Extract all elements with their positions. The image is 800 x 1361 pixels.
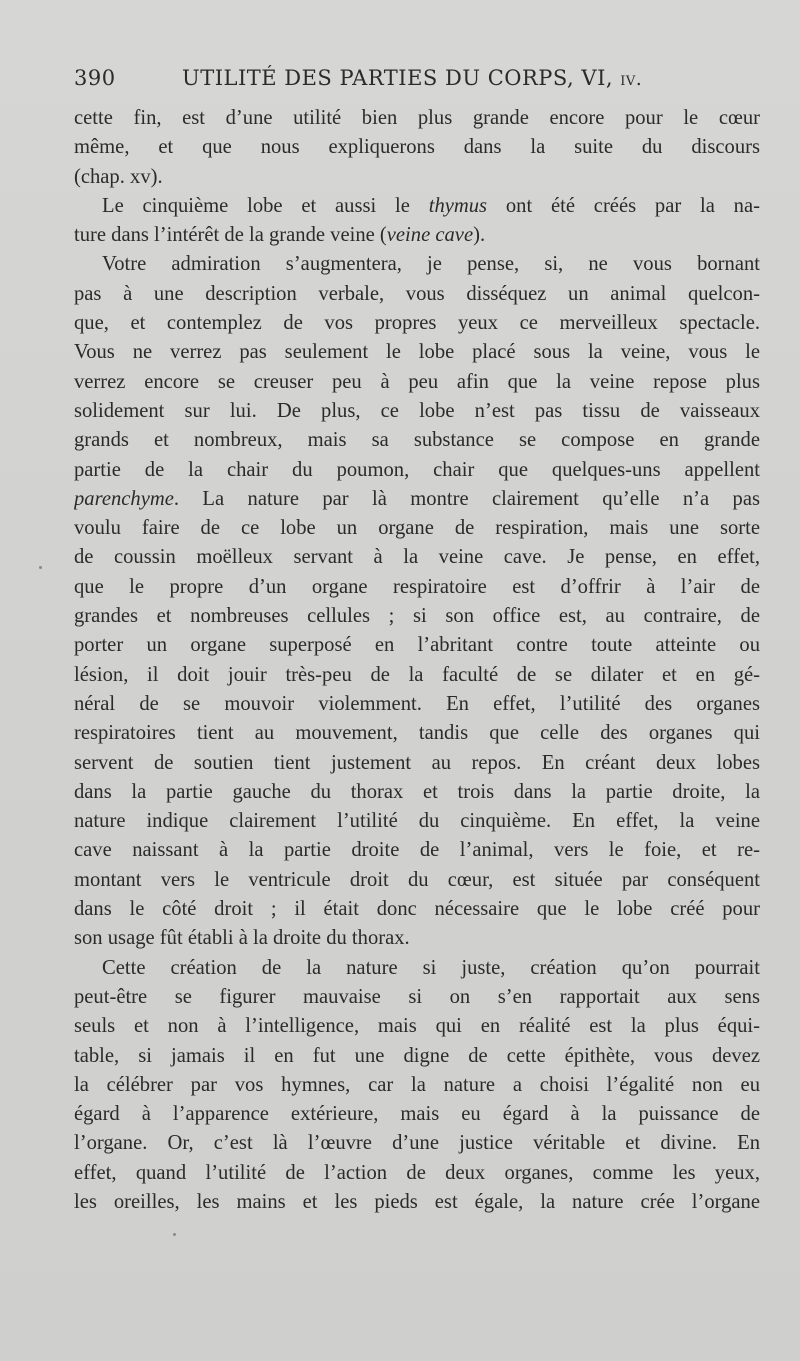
text-line: l’organe. Or, c’est là l’œuvre d’une justice véritable et divine. En [74, 1132, 760, 1155]
text-line: que le propre d’un organe respiratoire est d’offrir à l’air de [74, 575, 760, 598]
text-line: que, et contemplez de vos propres yeux ce merveilleux spectacle. [74, 312, 760, 335]
text-line: verrez encore se creuser peu à peu afin que la veine repose plus [74, 370, 760, 393]
text-line: la célébrer par vos hymnes, car la nature a choisi l’égalité non eu [74, 1073, 760, 1096]
text-line: montant vers le ventricule droit du cœur, est située par conséquent [74, 868, 760, 891]
text-line: voulu faire de ce lobe un organe de respiration, mais une sorte [74, 517, 760, 540]
text-line: table, si jamais il en fut une digne de cette épithète, vous devez [74, 1044, 760, 1067]
page-number: 390 [74, 66, 116, 90]
text-line: ture dans l’intérêt de la grande veine (veine cave). [74, 224, 486, 247]
text-line: parenchyme. La nature par là montre clairement qu’elle n’a pas [74, 487, 760, 510]
text-line: de coussin moëlleux servant à la veine cave. Je pense, en effet, [74, 546, 760, 569]
chapter-number: iv. [620, 68, 643, 90]
text-line: seuls et non à l’intelligence, mais qui en réalité est la plus équi- [74, 1015, 760, 1038]
text-line: Vous ne verrez pas seulement le lobe placé sous la veine, vous le [74, 341, 760, 364]
text-line: néral de se mouvoir violemment. En effet, l’utilité des organes [74, 692, 760, 715]
paragraph [74, 104, 760, 192]
text-line: respiratoires tient au mouvement, tandis que celle des organes qui [74, 722, 760, 745]
body-text [74, 104, 760, 1217]
text-line: grandes et nombreuses cellules ; si son office est, au contraire, de [74, 605, 760, 628]
paragraph [74, 192, 760, 251]
text-line: dans le côté droit ; il était donc nécessaire que le lobe créé pour [74, 898, 760, 921]
text-line: (chap. xv). [74, 165, 163, 188]
paper-speck [173, 1233, 176, 1236]
text-line: les oreilles, les mains et les pieds est égale, la nature crée l’organe [74, 1190, 760, 1213]
text-line: lésion, il doit jouir très-peu de la faculté de se dilater et en gé- [74, 663, 760, 686]
text-line: Le cinquième lobe et aussi le thymus ont été créés par la na- [102, 194, 760, 217]
paragraph [74, 250, 760, 953]
text-line: pas à une description verbale, vous disséquez un animal quelcon- [74, 282, 760, 305]
paragraph [74, 954, 760, 1218]
text-line: porter un organe superposé en l’abritant contre toute atteinte ou [74, 634, 760, 657]
text-line: partie de la chair du poumon, chair que quelques-uns appellent [74, 458, 760, 481]
italic-term: thymus [428, 194, 488, 217]
text-line: Cette création de la nature si juste, création qu’on pourrait [102, 956, 760, 979]
text-line: servent de soutien tient justement au repos. En créant deux lobes [74, 751, 760, 774]
italic-term: parenchyme [74, 487, 174, 510]
text-line: égard à l’apparence extérieure, mais eu égard à la puissance de [74, 1103, 760, 1126]
text-line: effet, quand l’utilité de l’action de deux organes, comme les yeux, [74, 1161, 760, 1184]
text-line: nature indique clairement l’utilité du cinquième. En effet, la veine [74, 810, 760, 833]
text-line: même, et que nous expliquerons dans la suite du discours [74, 136, 760, 159]
text-line: grands et nombreux, mais sa substance se compose en grande [74, 429, 760, 452]
text-line: Votre admiration s’augmentera, je pense, si, ne vous bornant [102, 253, 760, 276]
text-line: cette fin, est d’une utilité bien plus grande encore pour le cœur [74, 107, 760, 129]
text-line: peut-être se figurer mauvaise si on s’en rapportait aux sens [74, 985, 760, 1008]
running-title [182, 66, 642, 90]
paper-speck [39, 566, 42, 569]
text-line: dans la partie gauche du thorax et trois dans la partie droite, la [74, 780, 760, 803]
text-line: solidement sur lui. De plus, ce lobe n’est pas tissu de vaisseaux [74, 399, 760, 422]
running-title-text: UTILITÉ DES PARTIES DU CORPS, VI, [182, 66, 614, 90]
italic-term: veine cave [386, 224, 474, 247]
page-header [74, 66, 764, 90]
text-line: cave naissant à la partie droite de l’animal, vers le foie, et re- [74, 839, 760, 862]
text-line: son usage fût établi à la droite du thorax. [74, 927, 410, 950]
